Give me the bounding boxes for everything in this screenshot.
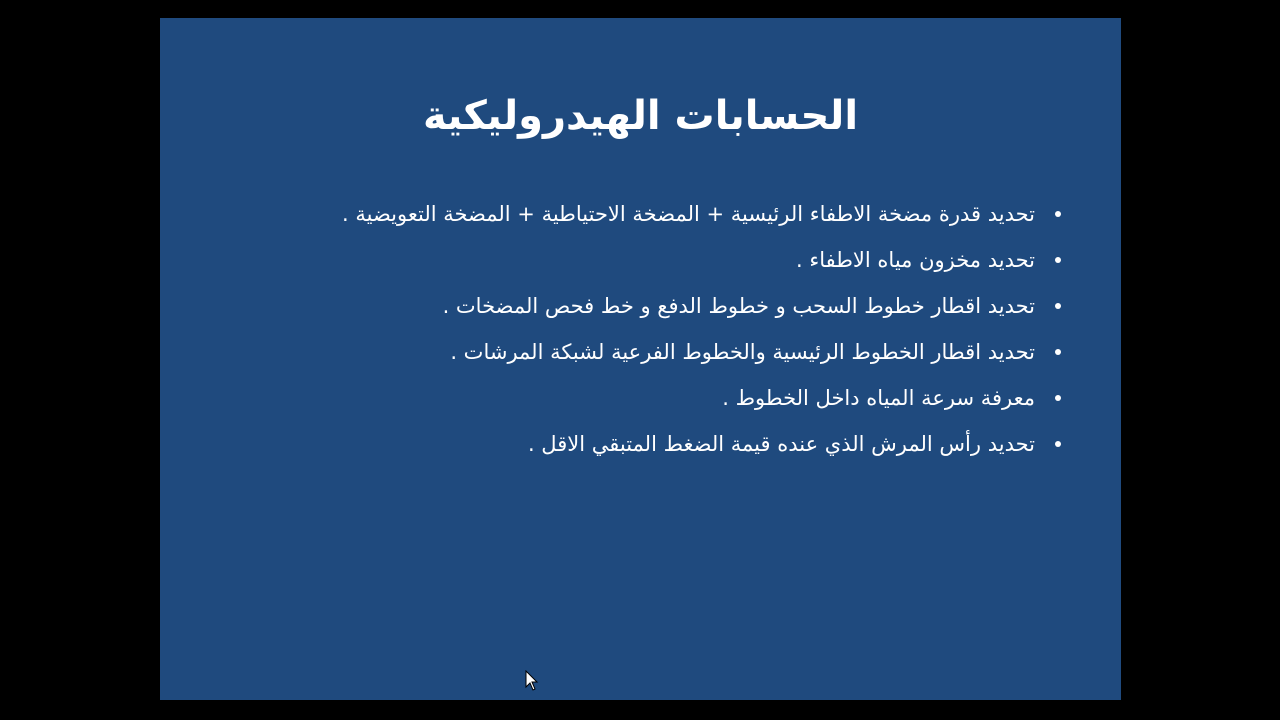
bullet-dot-icon: [1055, 303, 1061, 309]
bullet-item: [315, 334, 1035, 370]
bullet-text: تحديد مخزون مياه الاطفاء .: [795, 248, 1035, 272]
bullet-text: تحديد رأس المرش الذي عنده قيمة الضغط المتبقي الاقل .: [527, 432, 1035, 456]
bullet-item: [315, 242, 1035, 278]
bullet-item: [315, 426, 1035, 462]
bullet-dot-icon: [1055, 257, 1061, 263]
bullet-dot-icon: [1055, 441, 1061, 447]
bullet-item: [315, 380, 1035, 416]
bullet-dot-icon: [1055, 349, 1061, 355]
bullet-dot-icon: [1055, 395, 1061, 401]
bullet-item: [315, 288, 1035, 324]
bullet-text: تحديد قدرة مضخة الاطفاء الرئيسية + المضخة الاحتياطية + المضخة التعويضية .: [342, 202, 1035, 226]
bullet-text: تحديد اقطار الخطوط الرئيسية والخطوط الفرعية لشبكة المرشات .: [450, 340, 1035, 364]
presentation-slide: [160, 18, 1121, 700]
slide-title: الحسابات الهيدروليكية: [422, 93, 859, 139]
bullet-text: تحديد اقطار خطوط السحب و خطوط الدفع و خط فحص المضخات .: [442, 294, 1035, 318]
bullet-dot-icon: [1055, 211, 1061, 217]
mouse-pointer-icon: [525, 670, 539, 692]
bullet-item: [315, 196, 1035, 232]
bullet-text: معرفة سرعة المياه داخل الخطوط .: [722, 386, 1035, 410]
bullet-list: [315, 196, 1035, 472]
